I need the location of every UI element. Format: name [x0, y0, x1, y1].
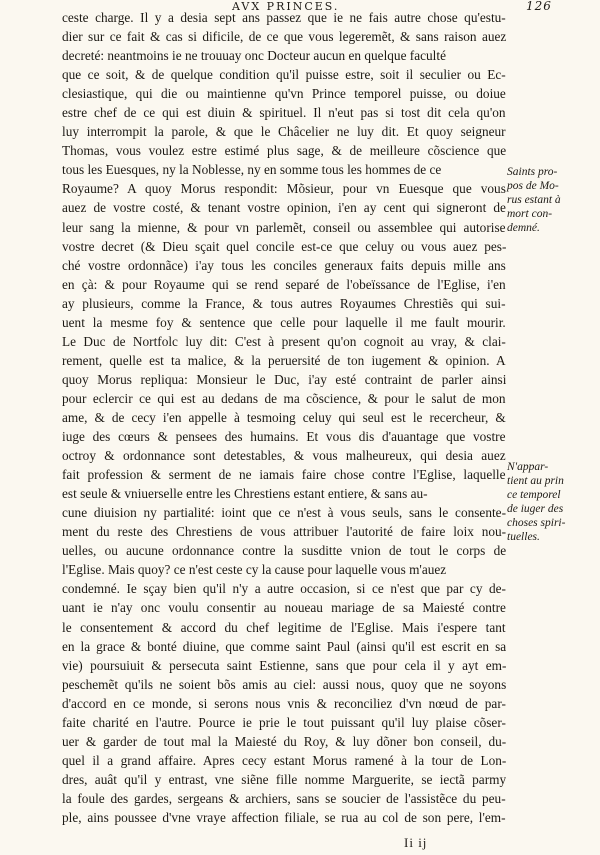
text-line: luy interrompit la parole, & que le Châcelier ne luy dit. Et quoy seigneur [62, 124, 506, 140]
folio-number: 126 [526, 0, 552, 13]
text-line: tous les Euesques, ny la Noblesse, ny en somme tous les hommes de ce [62, 162, 442, 178]
text-line: pour eclercir ce qui est au dedans de ma cõscience, & pour le salut de mon [62, 390, 506, 406]
text-line: d'accord en ce monde, si serons nous vnis & reconciliez d'vn nœud de par- [62, 695, 506, 711]
text-line: en la grace & bonté diuine, que comme saint Paul (ainsi qu'il est escrit en sa [62, 638, 506, 654]
text-line: cune diuision ny partialité: ioint que ce n'est à vous seuls, sans le consente- [62, 505, 506, 521]
margin-note [507, 165, 600, 235]
margin-note-line: choses spiri- [507, 517, 566, 529]
text-line: iuge des cœurs & pensees des humains. Et vous dis d'auantage que vostre [62, 429, 506, 445]
text-line: ame, & de cecy i'en appelle à tesmoing celuy qui seul est le recercheur, & [62, 409, 506, 425]
text-line: uant ie n'ay onc voulu consentir au noueau mariage de sa Maiesté contre [62, 600, 506, 616]
text-line: faite charité en l'autre. Pource ie prie le tout puissant qu'il luy plaise cõser- [62, 714, 506, 730]
text-line: ché vostre ordonnãce) i'ay tous les conciles generaux faits depuis mille ans [62, 257, 506, 273]
signature-mark: Ii ij [404, 835, 428, 850]
text-line: ment du reste des Chrestiens de vous attribuer l'autorité de faire loix nou- [62, 524, 506, 540]
text-line: ay plusieurs, comme la France, & tous autres Royaumes Chrestiẽs qui sui- [62, 295, 506, 311]
margin-note-line: ce temporel [507, 489, 561, 501]
text-line: uent la mesme foy & sentence que celle pour laquelle il me fault mourir. [62, 314, 506, 330]
text-line: que ce soit, & de quelque condition qu'il puisse estre, soit il seculier ou Ec- [62, 67, 506, 83]
text-line: l'Eglise. Mais quoy? ce n'est ceste cy la cause pour laquelle vous m'auez [62, 562, 447, 578]
text-line: est seule & vniuerselle entre les Chrestiens estant entiere, & sans au- [62, 486, 428, 502]
text-line: condemné. Ie sçay bien qu'il n'y a autre occasion, si ce n'est que par cy de- [62, 581, 506, 597]
text-line: quoy Morus repliqua: Monsieur le Duc, i'ay esté contraint de parler ainsi [62, 371, 506, 387]
text-line: leur sang la mienne, & pour vn parlemẽt, conseil ou assemblee qui autorise [62, 219, 506, 235]
text-line: uelles, ou aucune ordonnance contre la susditte vnion de tout le corps de [62, 543, 506, 559]
margin-note [507, 460, 600, 544]
margin-note-line: tient au prin [507, 475, 564, 487]
text-line: Royaume? A quoy Morus respondit: Mõsieur, pour vn Euesque que vous [62, 181, 506, 197]
margin-note-line: N'appar- [507, 461, 549, 473]
text-line: Thomas, vous voulez estre estimé plus sage, & de meilleure cõscience que [62, 143, 506, 159]
text-line: auez de vostre costé, & tenant vostre opinion, i'en ay cent qui signeront de [62, 200, 506, 216]
text-line: uer & garder de tout mal la Maiesté du Roy, & luy dõner bon conseil, du- [62, 733, 506, 749]
text-line: rement, quelle est ta malice, & la peruersité de ton iugement & opinion. A [62, 352, 506, 368]
margin-note-line: de iuger des [507, 503, 564, 515]
text-line: dier sur ce fait & cas si dificile, de ce que vous legeremẽt, & sans raison auez [62, 29, 506, 45]
text-line: le consentement & accord du chef legitime de l'Eglise. Mais i'espere tant [62, 619, 506, 635]
text-line: decreté: neantmoins ie ne trouuay onc Docteur aucun en quelque faculté [62, 48, 446, 64]
text-line: estre chef de ce qui est diuin & spirituel. Il n'eut pas si tost dit cela qu'on [62, 105, 506, 121]
text-line: en çà: & pour Royaume qui se rend separé de l'obeïssance de l'Eglise, i'en [62, 276, 506, 292]
text-line: clesiastique, qui die ou maintienne qu'vn Prince temporel puisse, ou doiue [62, 86, 506, 102]
text-line: fait profession & serment de ne iamais faire chose contre l'Eglise, laquelle [62, 467, 506, 483]
text-line: ple, ains poussee d'vne vraye affection filiale, se rua au col de son pere, l'em- [62, 809, 506, 825]
text-line: vostre decret (& Dieu sçait quel concile est-ce que celuy ou vous auez pes- [62, 238, 506, 254]
text-line: ceste charge. Il y a desia sept ans passez que ie ne fais autre chose qu'estu- [62, 10, 506, 25]
running-title: AVX PRINCES. [232, 0, 340, 13]
margin-note-line: Saints pro- [507, 166, 558, 178]
margin-note-line: mort con- [507, 208, 553, 220]
text-line: octroy & ordonnance sont detestables, & vous malheureux, qui desia auez [62, 448, 506, 464]
body-text [62, 8, 506, 827]
text-line: Le Duc de Nortfolc luy dit: C'est à present qu'on cognoit au vray, & clai- [62, 333, 506, 349]
margin-note-line: tuelles. [507, 531, 540, 543]
text-line: dres, auât qu'il y entrast, vne siẽne fille nomme Marguerite, se iectã parmy [62, 771, 506, 787]
text-line: vie) poursuiuit & persecuta saint Estienne, sans que pour cela il y ayt em- [62, 657, 506, 673]
margin-note-line: rus estant à [507, 194, 561, 206]
text-line: la foule des gardes, sergeans & archiers, sans se soucier de l'assistẽce du peu- [62, 790, 506, 806]
margin-note-line: demné. [507, 222, 540, 234]
margin-note-line: pos de Mo- [507, 180, 559, 192]
text-line: peschemẽt qu'ils ne soient bõs amis au ciel: aussi nous, quoy que ne soyons [62, 676, 506, 692]
text-line: quel il a grand affaire. Apres cecy estant Morus ramené à la tour de Lon- [62, 752, 506, 768]
